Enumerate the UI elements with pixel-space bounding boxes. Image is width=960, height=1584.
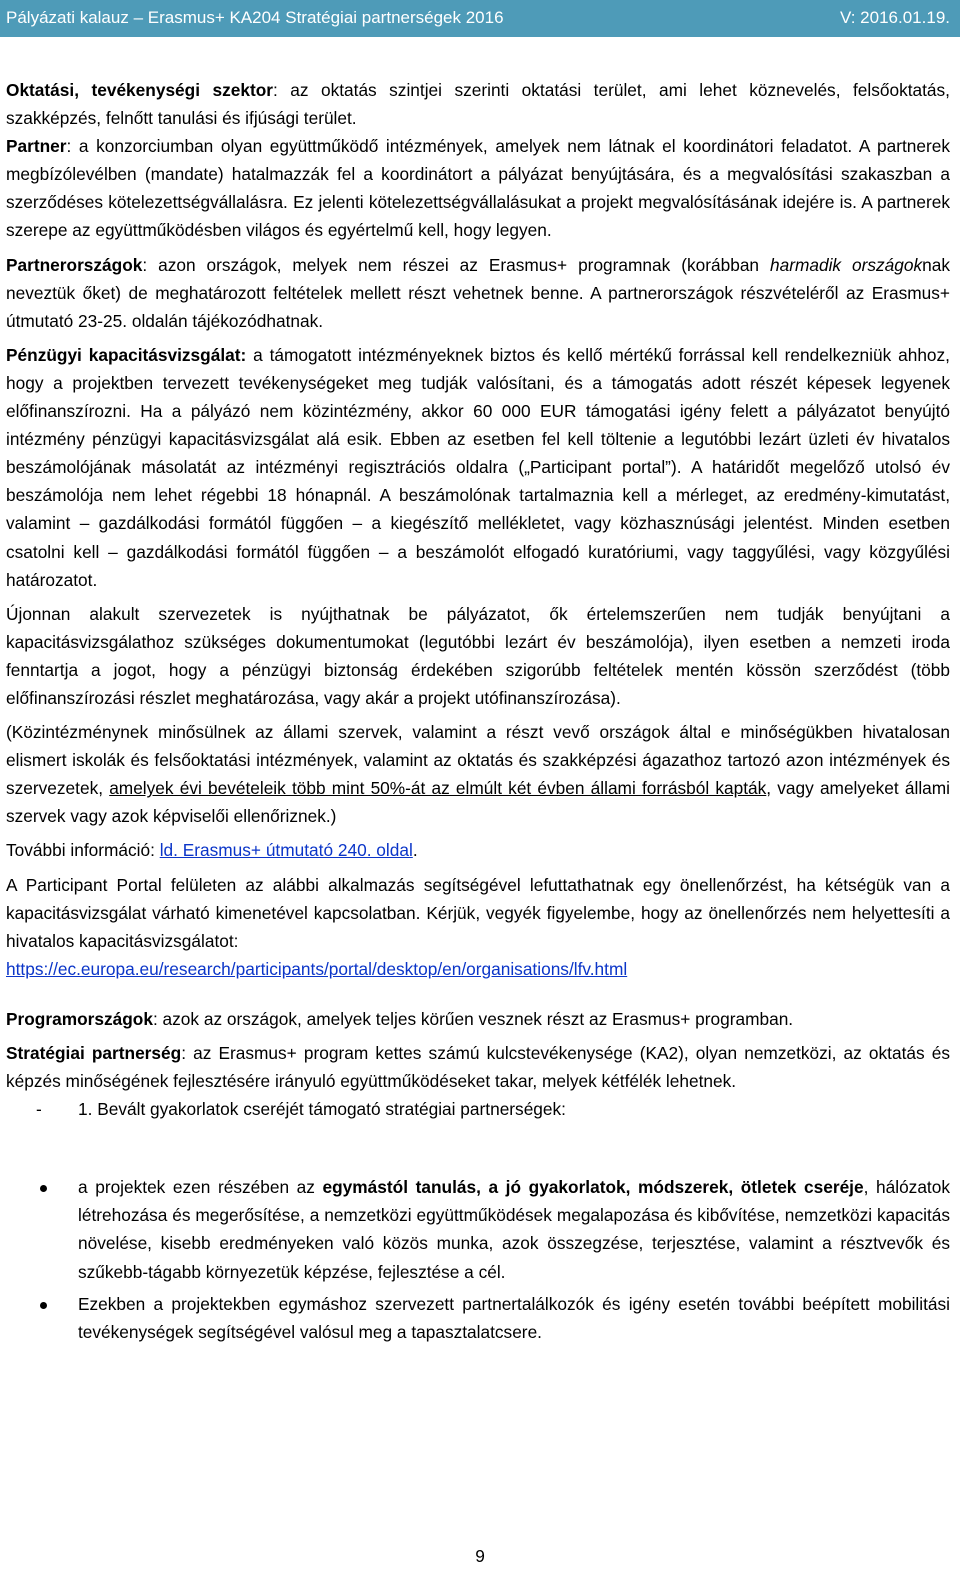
public-bodies-underlined: amelyek évi bevételeik több mint 50%-át az elmúlt két évben állami forrásból kapták xyxy=(109,778,767,799)
dash-marker: - xyxy=(36,1099,42,1120)
spacer xyxy=(6,983,950,1005)
page-header xyxy=(0,0,960,37)
definition-partner xyxy=(6,132,950,244)
term-financial-capacity: Pénzügyi kapacitásvizsgálat: xyxy=(6,344,247,365)
paragraph-more-info xyxy=(6,836,950,864)
dash-list-item xyxy=(6,1095,950,1123)
paragraph-new-organisations: Újonnan alakult szervezetek is nyújthatnak be pályázatot, ők értelemszerűen nem tudják benyújtani a kapacitásvizsgálathoz szükséges dokumentumokat (legutóbbi lezárt év beszámolója), ilyen esetben a nemzeti iroda fenntartja a jogot, hogy a pénzügyi biztonság érdekében szigorúbb feltételek mentén kössön szerződést (több előfinanszírozási részlet meghatározása, vagy akár a projekt utófinanszírozása). xyxy=(6,603,950,708)
more-info-end: . xyxy=(412,840,418,861)
bullet-item xyxy=(6,1173,950,1285)
self-check-text: A Participant Portal felületen az alábbi alkalmazás segítségével lefuttathatnak egy önellenőrzést, ha kétségük van a kapacitásvizsgálat várható kimenetével kapcsolatban. Kérjük, vegyék figyelembe, hogy az önellenőrzés nem helyettesíti a hivatalos kapacitásvizsgálatot: xyxy=(6,874,950,951)
guide-link[interactable]: ld. Erasmus+ útmutató 240. oldal xyxy=(159,840,413,861)
bullet-item-bold: egymástól tanulás, a jó gyakorlatok, módszerek, ötletek cseréje xyxy=(322,1177,864,1198)
bullet-dot-icon xyxy=(40,1302,47,1309)
paragraph-self-check xyxy=(6,871,950,983)
public-bodies-text-b: , vagy amelyeket állami szervek vagy azok képviselői ellenőriznek.) xyxy=(6,778,951,827)
dash-list-item-text: 1. Bevált gyakorlatok cseréjét támogató stratégiai partnerségek: xyxy=(78,1099,566,1120)
definition-programme-countries-text: : azok az országok, amelyek teljes körűen vesznek részt az Erasmus+ programban. xyxy=(152,1008,794,1029)
page-number: 9 xyxy=(475,1546,485,1566)
bullet-list xyxy=(6,1173,950,1346)
term-sector: Oktatási, tevékenységi szektor xyxy=(6,80,273,100)
definition-strategic-partnership-text: : az Erasmus+ program kettes számú kulcstevékenysége (KA2), olyan nemzetközi, az oktatás és képzés minőségének fejlesztésére irányuló együttműködéseket takar, melyek kétfélék lehetnek. xyxy=(6,1043,950,1092)
definition-sector xyxy=(6,76,950,132)
header-version: V: 2016.01.19. xyxy=(840,8,950,27)
definition-financial-capacity-text: a támogatott intézményeknek biztos és kellő mértékű forrással kell rendelkezniük ahhoz, hogy a projektben tervezett tevékenységeket meg tudják valósítani, és a támogatás adott részét képesek legyenek előfinanszírozni. Ha a pályázó nem közintézmény, akkor 60 000 EUR támogatási igény felett a pályázatot benyújtó intézmény pénzügyi kapacitásvizsgálat alá esik. Ebben az esetben fel kell töltenie a legutóbbi lezárt üzleti év hivatalos beszámolójának másolatát az intézményi regisztrációs oldalra („Participant portal”). A határidőt megelőző utolsó év beszámolója nem lehet régebbi 18 hónapnál. A beszámolónak tartalmaznia kell a mérleget, az eredmény-kimutatást, valamint – gazdálkodási formától függően – a kiegészítő mellékletet, vagy közhasznúsági jelentést. Minden esetben csatolni kell – gazdálkodási formától függően – a beszámolót elfogadó kuratóriumi, vagy taggyűlési, vagy közgyűlési határozatot. xyxy=(6,344,950,590)
definition-partner-countries-text-a: : azon országok, melyek nem részei az Erasmus+ programnak (korábban xyxy=(142,254,770,275)
definition-sector-text: : az oktatás szintjei szerinti oktatási terület, ami lehet köznevelés, felsőoktatás, szakképzés, felnőtt tanulási és ifjúsági terület. xyxy=(6,80,950,129)
term-programme-countries: Programországok xyxy=(6,1008,153,1029)
paragraph-public-bodies xyxy=(6,718,950,830)
public-bodies-text-a: (Közintézménynek minősülnek az állami szervek, valamint a részt vevő országok által e minőségükben hivatalosan elismert iskolák és felsőoktatási intézmények, valamint az oktatás és szakképzési ágazathoz tartozó azon intézmények és szervezetek, xyxy=(6,722,950,799)
definition-partner-text: : a konzorciumban olyan együttműködő intézmények, amelyek nem látnak el koordinátori feladatot. A partnerek megbízólevélben (mandate) hatalmazzák fel a koordinátort a pályázat benyújtására, és a megvalósítási szakaszban a szerződéses kötelezettségvállalásra. Ez jelenti kötelezettségvállalásukat a projekt megvalósításának idejére is. A partnerek szerepe az együttműködésben világos és egyértelmű kell, hogy legyen. xyxy=(6,136,950,241)
bullet-item-text: Ezekben a projektekben egymáshoz szervezett partnertalálkozók és igény esetén további beépített mobilitási tevékenységek segítségével valósul meg a tapasztalatcsere. xyxy=(78,1293,950,1342)
more-info-label: További információ: xyxy=(6,840,160,861)
spacer xyxy=(6,1123,950,1173)
bullet-dot-icon xyxy=(40,1185,47,1192)
term-partner-countries: Partnerországok xyxy=(6,254,143,275)
term-partner: Partner xyxy=(6,136,67,157)
header-title: Pályázati kalauz – Erasmus+ KA204 Stratégiai partnerségek 2016 xyxy=(6,8,504,27)
definition-financial-capacity xyxy=(6,341,950,594)
definition-strategic-partnership xyxy=(6,1039,950,1095)
definition-partner-countries xyxy=(6,251,950,335)
italic-third-countries: harmadik országok xyxy=(769,254,923,275)
definition-partner-countries-text-b: nak neveztük őket) de meghatározott feltételek mellett részt vehetnek benne. A partnerországok részvételéről az Erasmus+ útmutató 23-25. oldalán tájékozódhatnak. xyxy=(6,254,950,331)
bullet-item-text-b: , hálózatok létrehozása és megerősítése, a nemzetközi együttműködések megalapozása és kibővítése, nemzetközi kapacitás növelése, kisebb eredményeken való közös munka, azok összegzése, terjesztése, valamint a résztvevők és szűkebb-tágabb környezetük képzése, fejlesztése a cél. xyxy=(78,1177,950,1282)
bullet-item xyxy=(6,1290,950,1346)
lfv-url-link[interactable]: https://ec.europa.eu/research/participants/portal/desktop/en/organisations/lfv.html xyxy=(6,958,628,979)
bullet-item-text-a: a projektek ezen részében az xyxy=(78,1177,323,1198)
document-body xyxy=(6,76,950,1350)
definition-programme-countries xyxy=(6,1005,950,1033)
term-strategic-partnership: Stratégiai partnerség xyxy=(6,1043,182,1063)
